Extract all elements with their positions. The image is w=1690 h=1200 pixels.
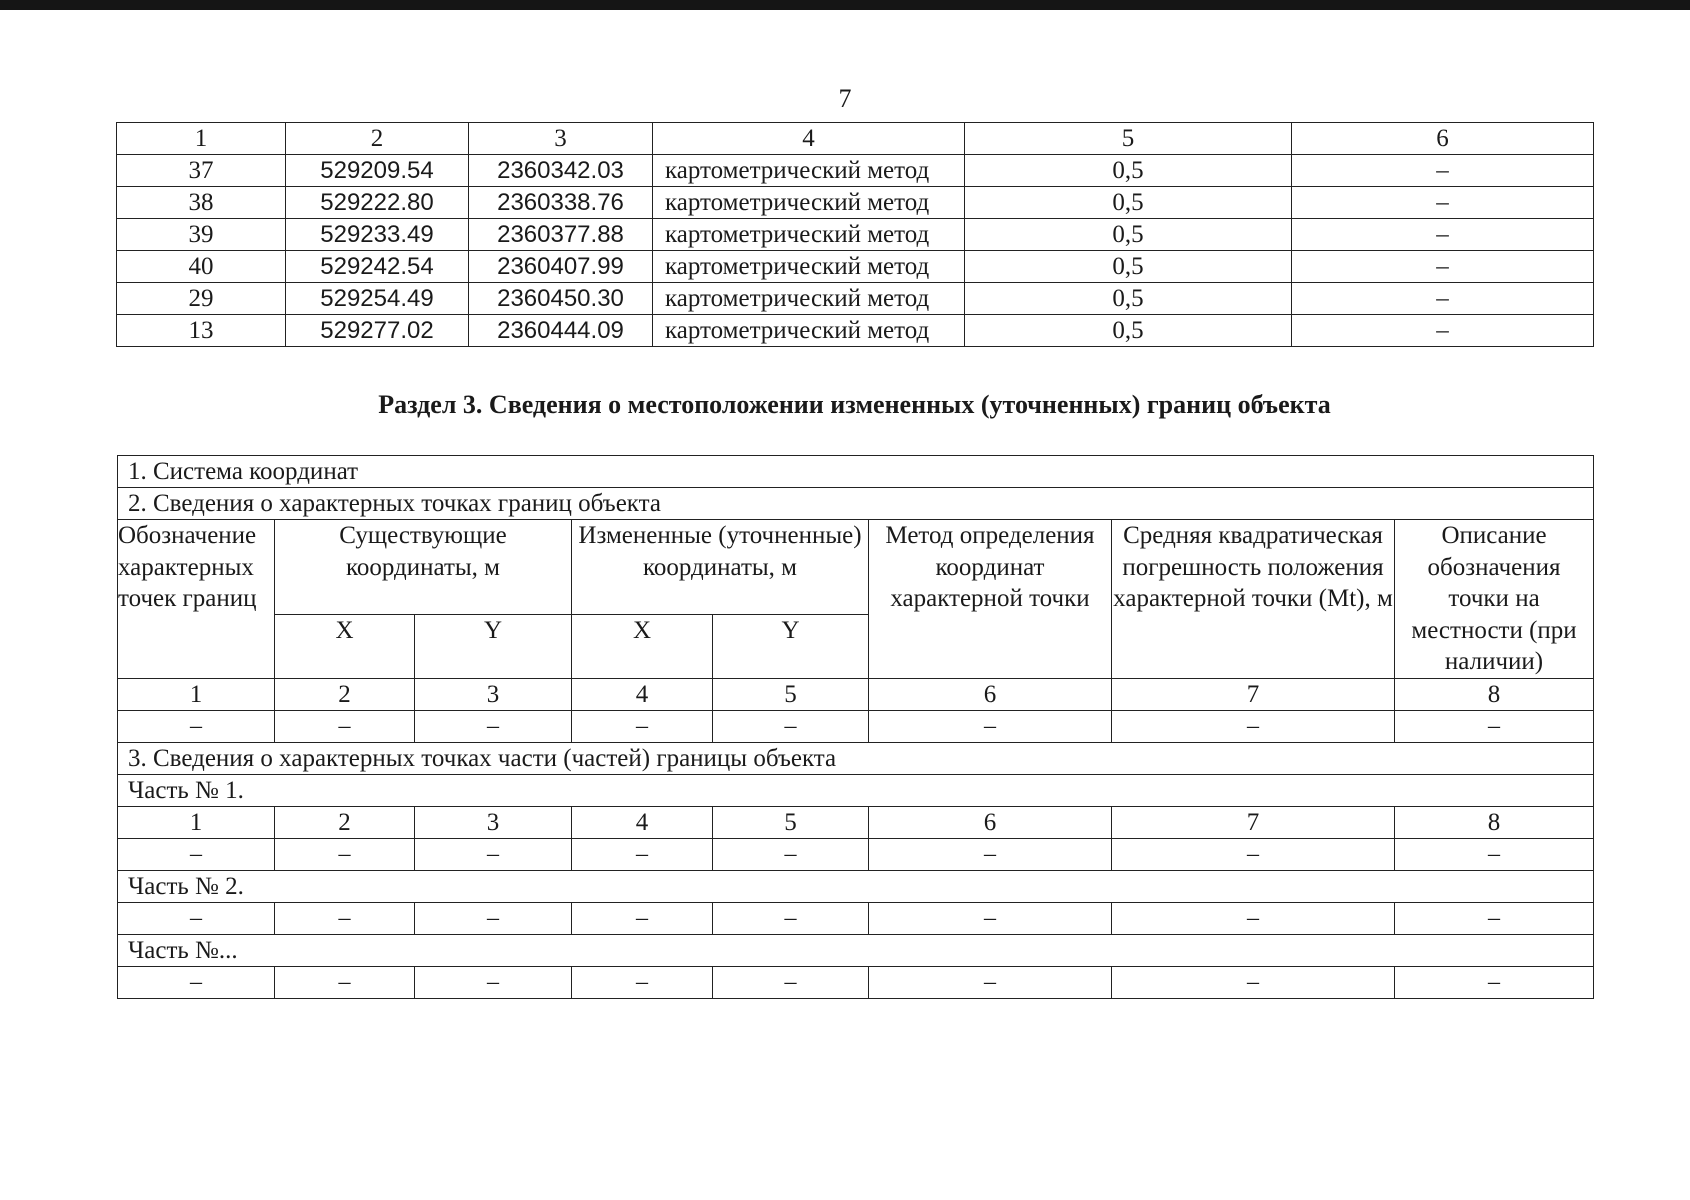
- empty-cell: –: [869, 902, 1112, 934]
- changed-y-header: Y: [713, 615, 869, 678]
- changed-coords-header: Измененные (уточненные) координаты, м: [572, 520, 869, 615]
- col-number-row: [118, 678, 1594, 710]
- section-title: Раздел 3. Сведения о местоположении измененных (уточненных) границ объекта: [378, 390, 1331, 419]
- description-header: Описание обозначения точки на местности (при наличии): [1395, 520, 1594, 679]
- designation-header: Обозначение характерных точек границ: [118, 520, 275, 679]
- empty-row: [118, 966, 1594, 998]
- empty-cell: –: [118, 902, 275, 934]
- column-number: 3: [469, 123, 653, 155]
- column-number: 2: [275, 678, 415, 710]
- table-row: [117, 315, 1594, 347]
- table-cell: 2360450.30: [469, 283, 653, 315]
- table-cell: 529277.02: [286, 315, 469, 347]
- existing-x-header: X: [275, 615, 415, 678]
- empty-cell: –: [1395, 838, 1594, 870]
- column-number: 6: [869, 806, 1112, 838]
- part-n-row: [118, 934, 1594, 966]
- parts-title: 3. Сведения о характерных точках части (частей) границы объекта: [118, 742, 1594, 774]
- existing-y-header: Y: [415, 615, 572, 678]
- empty-cell: –: [415, 710, 572, 742]
- empty-cell: –: [572, 710, 713, 742]
- table-cell: 2360338.76: [469, 187, 653, 219]
- table-cell: картометрический метод: [653, 251, 965, 283]
- table-cell: 0,5: [965, 251, 1292, 283]
- table-cell: –: [1292, 315, 1594, 347]
- boundary-points-title-row: [118, 488, 1594, 520]
- page-number: 7: [838, 84, 852, 113]
- part2-label: Часть № 2.: [118, 870, 1594, 902]
- boundary-points-title: 2. Сведения о характерных точках границ объекта: [118, 488, 1594, 520]
- empty-cell: –: [1395, 902, 1594, 934]
- empty-cell: –: [1395, 710, 1594, 742]
- section3-table: [117, 455, 1594, 999]
- table-cell: картометрический метод: [653, 187, 965, 219]
- column-number: 2: [286, 123, 469, 155]
- column-number: 7: [1112, 678, 1395, 710]
- column-number: 1: [118, 806, 275, 838]
- table-cell: 529242.54: [286, 251, 469, 283]
- table-cell: 38: [117, 187, 286, 219]
- empty-cell: –: [118, 838, 275, 870]
- header-row: [118, 520, 1594, 615]
- empty-cell: –: [415, 838, 572, 870]
- empty-row: [118, 902, 1594, 934]
- part-n-label: Часть №...: [118, 934, 1594, 966]
- empty-row: [118, 710, 1594, 742]
- table-cell: –: [1292, 155, 1594, 187]
- empty-cell: –: [713, 966, 869, 998]
- table-cell: 0,5: [965, 283, 1292, 315]
- part2-row: [118, 870, 1594, 902]
- table-cell: 0,5: [965, 187, 1292, 219]
- empty-cell: –: [572, 902, 713, 934]
- table-cell: 529222.80: [286, 187, 469, 219]
- table-row: [117, 219, 1594, 251]
- table-cell: 529254.49: [286, 283, 469, 315]
- empty-cell: –: [572, 966, 713, 998]
- column-number: 4: [653, 123, 965, 155]
- table-cell: 2360444.09: [469, 315, 653, 347]
- empty-cell: –: [415, 966, 572, 998]
- table-cell: 0,5: [965, 315, 1292, 347]
- table-cell: 39: [117, 219, 286, 251]
- column-number: 8: [1395, 806, 1594, 838]
- coordinates-table-body: [117, 123, 1594, 347]
- table-cell: 2360342.03: [469, 155, 653, 187]
- table-cell: картометрический метод: [653, 315, 965, 347]
- col-number-row: [118, 806, 1594, 838]
- empty-cell: –: [1112, 902, 1395, 934]
- empty-cell: –: [275, 838, 415, 870]
- column-number: 4: [572, 806, 713, 838]
- table-cell: 13: [117, 315, 286, 347]
- error-header: Средняя квадратическая погрешность положения характерной точки (Mt), м: [1112, 520, 1395, 679]
- table-cell: 529233.49: [286, 219, 469, 251]
- table-cell: картометрический метод: [653, 283, 965, 315]
- table-cell: 40: [117, 251, 286, 283]
- empty-cell: –: [118, 966, 275, 998]
- table-cell: 29: [117, 283, 286, 315]
- coord-system-row: [118, 456, 1594, 488]
- coordinates-table: [116, 122, 1594, 347]
- column-number: 1: [117, 123, 286, 155]
- parts-title-row: [118, 742, 1594, 774]
- column-number: 7: [1112, 806, 1395, 838]
- table-cell: –: [1292, 219, 1594, 251]
- empty-cell: –: [275, 966, 415, 998]
- empty-cell: –: [713, 838, 869, 870]
- empty-cell: –: [869, 838, 1112, 870]
- method-header: Метод определения координат характерной точки: [869, 520, 1112, 679]
- column-number: 2: [275, 806, 415, 838]
- existing-coords-header: Существующие координаты, м: [275, 520, 572, 615]
- table-cell: 0,5: [965, 219, 1292, 251]
- empty-cell: –: [1112, 966, 1395, 998]
- part1-label: Часть № 1.: [118, 774, 1594, 806]
- column-number: 3: [415, 678, 572, 710]
- table-cell: картометрический метод: [653, 219, 965, 251]
- empty-cell: –: [275, 710, 415, 742]
- column-number: 6: [1292, 123, 1594, 155]
- empty-cell: –: [1112, 710, 1395, 742]
- column-number: 4: [572, 678, 713, 710]
- column-number: 5: [713, 806, 869, 838]
- empty-cell: –: [275, 902, 415, 934]
- table-cell: 37: [117, 155, 286, 187]
- table-row: [117, 155, 1594, 187]
- table-row: [117, 283, 1594, 315]
- column-number: 3: [415, 806, 572, 838]
- coord-system-label: 1. Система координат: [118, 456, 1594, 488]
- table-header-row: [117, 123, 1594, 155]
- empty-cell: –: [118, 710, 275, 742]
- empty-cell: –: [869, 966, 1112, 998]
- empty-cell: –: [713, 902, 869, 934]
- table-row: [117, 251, 1594, 283]
- column-number: 6: [869, 678, 1112, 710]
- column-number: 8: [1395, 678, 1594, 710]
- table-cell: –: [1292, 251, 1594, 283]
- column-number: 1: [118, 678, 275, 710]
- top-border: [0, 0, 1690, 10]
- table-cell: –: [1292, 283, 1594, 315]
- table-row: [117, 187, 1594, 219]
- empty-row: [118, 838, 1594, 870]
- empty-cell: –: [869, 710, 1112, 742]
- table-cell: картометрический метод: [653, 155, 965, 187]
- part1-row: [118, 774, 1594, 806]
- column-number: 5: [965, 123, 1292, 155]
- empty-cell: –: [572, 838, 713, 870]
- column-number: 5: [713, 678, 869, 710]
- table-cell: 529209.54: [286, 155, 469, 187]
- empty-cell: –: [713, 710, 869, 742]
- table-cell: 0,5: [965, 155, 1292, 187]
- changed-x-header: X: [572, 615, 713, 678]
- table-cell: 2360407.99: [469, 251, 653, 283]
- table-cell: –: [1292, 187, 1594, 219]
- empty-cell: –: [1395, 966, 1594, 998]
- empty-cell: –: [415, 902, 572, 934]
- table-cell: 2360377.88: [469, 219, 653, 251]
- empty-cell: –: [1112, 838, 1395, 870]
